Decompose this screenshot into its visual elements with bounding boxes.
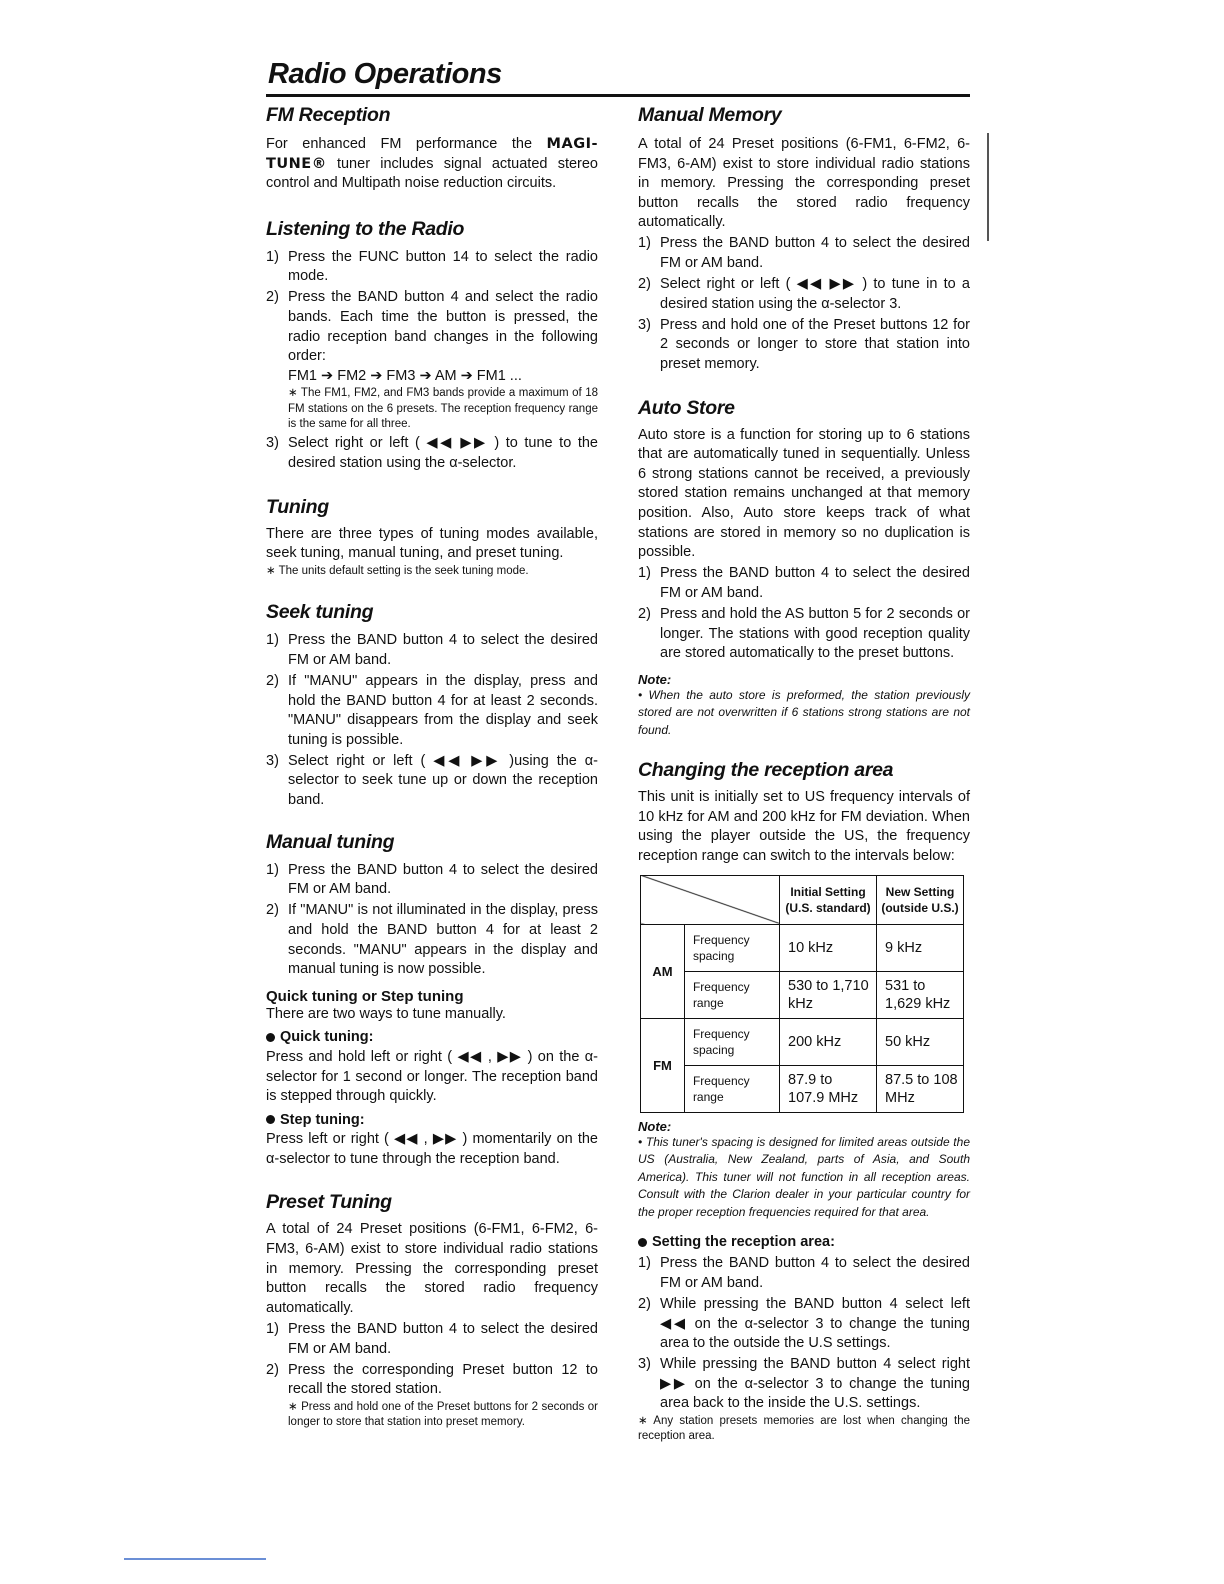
band-cell-am: AM [641,924,685,1018]
step-text: If "MANU" is not illuminated in the display, press and hold the BAND button 4 for at least 2 seconds. "MANU" appears in the display and manual tuning is now possible. [288,902,598,978]
step-text: Press and hold one of the Preset buttons 12 for 2 seconds or longer to store that station into preset memory. [660,316,970,373]
preset-section [266,1191,598,1430]
bullet-icon [638,1238,647,1247]
setting-area-heading [638,1233,970,1253]
auto-store-note: • When the auto store is preformed, the station previously stored are not overwritten if 6 stations strong stations are not found. [638,687,970,737]
step-number: 3) [638,1356,651,1373]
list-item [266,1320,598,1359]
auto-store-section [638,397,970,740]
step-text: Press the BAND button 4 to select the desired FM or AM band. [288,632,598,668]
step-number: 1) [266,632,279,649]
seek-section [266,601,598,810]
brand-name: MAGI-TUNE® [266,136,599,172]
step-number: 2) [266,289,279,306]
fm-text-pre: For enhanced FM performance the [266,136,533,152]
step-text: Press the corresponding Preset button 12 to recall the stored station. [288,1361,598,1398]
manual-tuning-heading: Manual tuning [266,830,395,853]
step-number: 2) [266,902,279,919]
setting-area-steps [638,1254,970,1414]
step-number: 1) [638,565,651,582]
preset-footnote: ∗ Press and hold one of the Preset buttons for 2 seconds or longer to store that station into preset memory. [288,1400,598,1429]
band-footnote: ∗ The FM1, FM2, and FM3 bands provide a maximum of 18 FM stations on the 6 presets. The reception frequency range is the same for all three. [288,387,598,431]
list-item [266,631,598,670]
step-text: Press the BAND button 4 to select the desired FM or AM band. [660,565,970,601]
step-number: 1) [266,1320,279,1337]
listening-heading: Listening to the Radio [266,217,465,240]
list-item [638,564,970,603]
title-rule [266,94,970,97]
step-text: Select right or left ( ◀◀ ▶▶ )using the α-selector to seek tune up or down the reception band. [288,752,598,809]
step-text: Press the FUNC button 14 to select the radio mode. [288,248,598,285]
step-number: 1) [266,248,279,265]
step-number: 2) [266,1361,279,1378]
step-number: 2) [638,1295,651,1312]
step-number: 3) [266,752,279,769]
list-item [266,1361,598,1400]
quick-step-text: There are two ways to tune manually. [266,1005,506,1022]
step-number: 1) [638,1255,651,1272]
row-label: Frequency spacing [684,924,779,971]
row-label: Frequency range [684,1065,779,1112]
preset-steps [266,1320,598,1400]
step-number: 3) [266,435,279,452]
fm-text-post: tuner includes signal actuated stereo control and Multipath noise reduction circuits. [266,155,598,192]
initial-value: 10 kHz [780,924,877,971]
bullet-icon [266,1033,275,1042]
step-number: 2) [638,276,651,293]
step-text: While pressing the BAND button 4 select right ▶▶ on the α-selector 3 to change the tuning area back to the inside the U.S. settings. [660,1356,970,1412]
listening-steps [266,248,598,367]
table-row [641,924,964,971]
column-header-new: New Setting (outside U.S.) [877,875,964,924]
list-item [638,605,970,664]
step-text: While pressing the BAND button 4 select left ◀◀ on the α-selector 3 to change the tuning area to the outside the U.S settings. [660,1295,970,1352]
band-order-chain: FM1 ➔ FM2 ➔ FM3 ➔ AM ➔ FM1 ... [288,367,522,384]
list-item [266,434,598,473]
initial-value: 530 to 1,710 kHz [780,971,877,1018]
reception-note: • This tuner's spacing is designed for limited areas outside the US (Australia, New Zealand, parts of Asia, and South America). This tuner will not function in all reception areas. Consult with the Clarion dealer in your particular country for the proper reception frequencies required for that area. [638,1134,970,1219]
fm-reception-text [266,135,598,194]
step-tuning-label: Step tuning: [280,1111,365,1128]
auto-store-note-label: Note: [638,671,672,687]
auto-store-heading: Auto Store [638,396,735,419]
reception-area-heading: Changing the reception area [638,759,894,782]
list-item [638,1355,970,1414]
list-item [266,288,598,366]
list-item [266,752,598,811]
list-item [638,1254,970,1293]
auto-store-text: Auto store is a function for storing up to 6 stations that are automatically tuned in sequentially. Unless 6 strong stations cannot be received, a previously stored station remains unchanged at that memory position. Also, Auto store keeps track of what stations are stored in memory so no duplication is possible. [638,426,970,561]
step-tuning-text: Press left or right ( ◀◀ , ▶▶ ) momentarily on the α-selector to tune through the reception band. [266,1131,598,1167]
table-header-row [641,875,964,924]
listening-steps-cont [266,434,598,473]
reception-area-footnote: ∗ Any station presets memories are lost when changing the reception area. [638,1414,970,1443]
table-row [641,1065,964,1112]
manual-tuning-section [266,831,598,1170]
quick-tuning-text: Press and hold left or right ( ◀◀ , ▶▶ ) on the α-selector for 1 second or longer. The reception band is stepped through quickly. [266,1048,598,1105]
preset-text: A total of 24 Preset positions (6-FM1, 6-FM2, 6-FM3, 6-AM) exist to store individual radio stations in memory. Pressing the corresponding preset button recalls the stored radio frequency automatically. [266,1221,598,1316]
tuning-heading: Tuning [266,495,329,518]
list-item [638,1295,970,1354]
bullet-icon [266,1115,275,1124]
step-text: Press the BAND button 4 to select the desired FM or AM band. [288,861,598,898]
column-header-initial: Initial Setting (U.S. standard) [780,875,877,924]
initial-value: 87.9 to 107.9 MHz [780,1065,877,1112]
step-number: 3) [638,316,651,333]
manual-memory-section [638,104,970,375]
tuning-section [266,496,598,580]
tuning-footnote: ∗ The units default setting is the seek tuning mode. [266,564,529,577]
reception-note-label: Note: [638,1118,672,1134]
step-tuning-heading [266,1111,598,1131]
step-text: Press the BAND button 4 to select the desired FM or AM band. [660,235,970,272]
seek-steps [266,631,598,810]
new-value: 531 to 1,629 kHz [877,971,964,1018]
reception-area-section [638,759,970,1445]
frequency-table [640,875,964,1113]
step-text: Press and hold the AS button 5 for 2 seconds or longer. The stations with good reception quality are stored automatically to the preset buttons. [660,605,970,662]
quick-tuning-heading [266,1028,598,1048]
fm-reception-heading: FM Reception [266,104,391,126]
list-item [266,901,598,979]
step-number: 1) [638,235,651,252]
bottom-link-line [124,1558,266,1560]
quick-step-subheading: Quick tuning or Step tuning [266,987,464,1005]
initial-value: 200 kHz [780,1018,877,1065]
list-item [638,234,970,273]
list-item [266,672,598,750]
step-number: 2) [266,673,279,689]
step-number: 2) [638,605,651,622]
row-label: Frequency spacing [684,1018,779,1065]
manual-memory-steps [638,234,970,374]
fm-reception-section [266,104,598,194]
list-item [266,248,598,287]
new-value: 9 kHz [877,924,964,971]
new-value: 87.5 to 108 MHz [877,1065,964,1112]
list-item [266,861,598,900]
manual-tuning-steps [266,861,598,980]
table-row [641,1018,964,1065]
listening-section [266,218,598,474]
preset-heading: Preset Tuning [266,1191,392,1214]
list-item [638,316,970,375]
setting-area-label: Setting the reception area: [652,1234,835,1251]
margin-change-bar [987,133,989,241]
table-row [641,971,964,1018]
step-number: 1) [266,861,279,878]
band-cell-fm: FM [641,1018,685,1112]
reception-area-text: This unit is initially set to US frequency intervals of 10 kHz for AM and 200 kHz for FM deviation. When using the player outside the US, the frequency reception range can switch to the intervals below: [638,789,970,865]
left-column [266,104,598,1431]
row-label: Frequency range [684,971,779,1018]
list-item [638,275,970,314]
table-corner-cell [641,875,780,924]
auto-store-steps [638,564,970,663]
manual-memory-heading: Manual Memory [638,104,782,126]
page-title: Radio Operations [268,58,502,90]
quick-tuning-label: Quick tuning: [280,1029,374,1046]
step-text: Press the BAND button 4 and select the radio bands. Each time the button is pressed, the radio reception band changes in the following order: [288,289,598,365]
tuning-text: There are three types of tuning modes available, seek tuning, manual tuning, and preset tuning. [266,525,598,562]
right-column [638,104,970,1445]
step-text: If "MANU" appears in the display, press and hold the BAND button 4 for at least 2 seconds. "MANU" disappears from the display and seek tuning is possible. [288,673,598,748]
new-value: 50 kHz [877,1018,964,1065]
manual-memory-text: A total of 24 Preset positions (6-FM1, 6-FM2, 6-FM3, 6-AM) exist to store individual radio stations in memory. Pressing the corresponding preset button recalls the stored radio frequency automatically. [638,136,970,231]
step-text: Press the BAND button 4 to select the desired FM or AM band. [660,1255,970,1291]
step-text: Select right or left ( ◀◀ ▶▶ ) to tune to the desired station using the α-selector. [288,435,598,472]
step-text: Select right or left ( ◀◀ ▶▶ ) to tune in to a desired station using the α-selector 3. [660,276,970,312]
seek-heading: Seek tuning [266,601,374,624]
step-text: Press the BAND button 4 to select the desired FM or AM band. [288,1320,598,1357]
